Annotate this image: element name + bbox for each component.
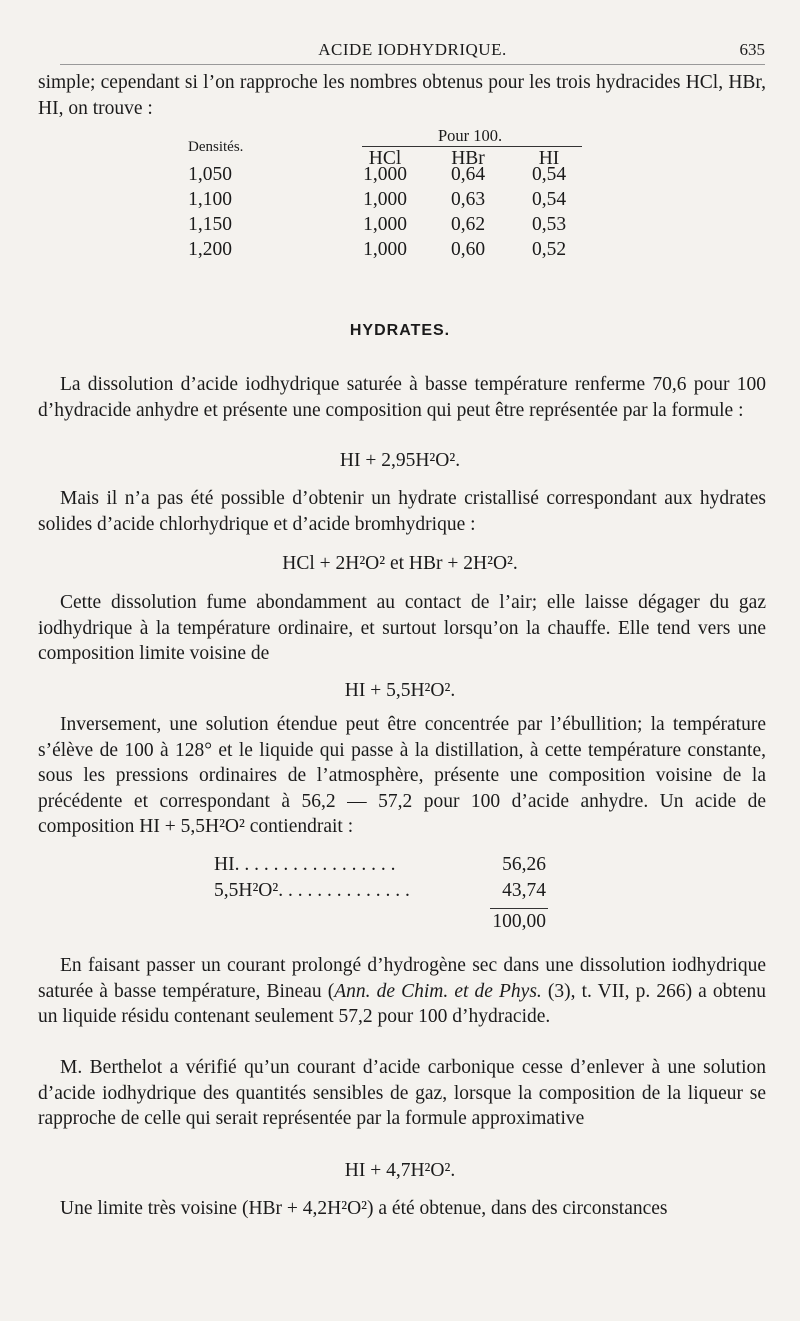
hi-value: 0,53: [531, 214, 567, 235]
paragraph-bineau: [38, 953, 766, 1030]
table-col-hi: HI: [538, 148, 560, 169]
paragraph-bineau-text: En faisant passer un courant prolongé d’hydrogène sec dans une dissolution iodhydrique saturée à basse température, Bineau (: [38, 955, 766, 1002]
formula-hi-2-95: HI + 2,95H²O².: [339, 450, 461, 471]
composition-label: HI. . . . . . . . . . . . . . . . .: [214, 854, 396, 875]
hbr-value: 0,64: [450, 164, 486, 185]
table-col-hbr: HBr: [451, 148, 485, 169]
formula-hi-5-5: HI + 5,5H²O².: [344, 680, 456, 701]
hbr-value: 0,63: [450, 189, 486, 210]
page-header: [60, 36, 765, 65]
hcl-value: 1,000: [363, 189, 407, 210]
hcl-value: 1,000: [363, 164, 407, 185]
paragraph-no-crystal-hydrate: Mais il n’a pas été possible d’obtenir un hydrate cristallisé correspondant aux hydrates solides d’acide chlorhydrique et d’acide bromhydrique :: [38, 488, 766, 535]
density-value: 1,150: [188, 214, 232, 235]
density-value: 1,200: [188, 239, 232, 260]
formula-hcl-hbr-hydrates: HCl + 2H²O² et HBr + 2H²O².: [282, 553, 518, 574]
table-group-label: Pour 100.: [438, 126, 503, 145]
formula-hi-4-7: HI + 4,7H²O².: [344, 1160, 456, 1181]
composition-label: 5,5H²O². . . . . . . . . . . . . .: [214, 880, 410, 901]
composition-value: 56,26: [502, 854, 546, 875]
intro-paragraph: simple; cependant si l’on rapproche les nombres obtenus pour les trois hydracides HCl, HBr, HI, on trouve :: [38, 72, 766, 119]
composition-value: 43,74: [502, 880, 546, 901]
paragraph-bineau-text-end: (3), t. VII, p. 266) a obtenu un liquide résidu contenant seulement 57,2 pour 100 d’hydracide.: [38, 980, 767, 1027]
table-rule: [362, 146, 582, 147]
journal-citation: Ann. de Chim. et de Phys.: [334, 980, 542, 1002]
hbr-value: 0,60: [450, 239, 486, 260]
hbr-value: 0,62: [450, 214, 486, 235]
hi-value: 0,52: [531, 239, 567, 260]
hi-value: 0,54: [531, 189, 567, 210]
hi-value: 0,54: [531, 164, 567, 185]
paragraph-fuming: Cette dissolution fume abondamment au contact de l’air; elle laisse dégager du gaz iodhydrique à la température ordinaire, et surtout lorsqu’on la chauffe. Elle tend vers une composition limite voisine de: [38, 592, 766, 664]
composition-total: 100,00: [492, 911, 546, 932]
table-row-label: Densités.: [188, 139, 244, 155]
table-col-hcl: HCl: [368, 148, 402, 169]
paragraph-boiling: Inversement, une solution étendue peut être concentrée par l’ébullition; la température s’élève de 100 à 128° et le liquide qui passe à la distillation, à cette température constante, sous les pressions ordinaires de l’atmosphère, présente une composition voisine de la précédente et correspondant à 56,2 — 57,2 pour 100 d’acide anhydre. Un acide de composition HI + 5,5H²O² contiendrait :: [38, 714, 766, 837]
section-title: HYDRATES.: [349, 322, 451, 339]
running-title: ACIDE IODHYDRIQUE.: [318, 40, 507, 59]
page-number: 635: [739, 40, 765, 59]
density-value: 1,050: [188, 164, 232, 185]
composition-sum-rule: [490, 908, 548, 909]
paragraph-hbr-limit: Une limite très voisine (HBr + 4,2H²O²) a été obtenue, dans des circonstances: [60, 1198, 668, 1219]
paragraph-berthelot: M. Berthelot a vérifié qu’un courant d’acide carbonique cesse d’enlever à une solution d’acide iodhydrique des quantités sensibles de gaz, lorsque la composition de la liqueur se rapproche de celle qui serait représentée par la formule approximative: [38, 1057, 766, 1129]
paragraph-saturated-solution: La dissolution d’acide iodhydrique saturée à basse température renferme 70,6 pour 100 d’hydracide anhydre et présente une composition qui peut être représentée par la formule :: [38, 374, 766, 421]
hcl-value: 1,000: [363, 214, 407, 235]
hcl-value: 1,000: [363, 239, 407, 260]
density-value: 1,100: [188, 189, 232, 210]
